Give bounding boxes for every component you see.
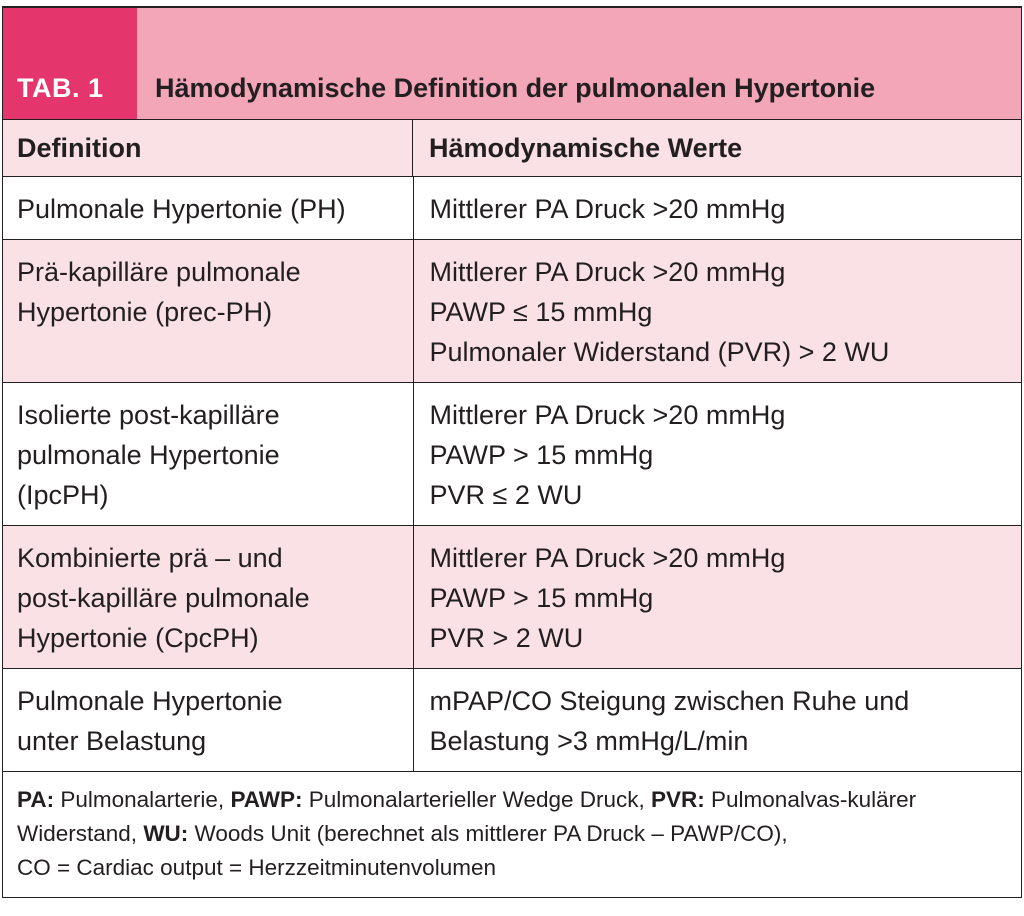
- definition-line: post-kapilläre pulmonale: [17, 583, 310, 613]
- value-line: mPAP/CO Steigung zwischen Ruhe und: [429, 686, 910, 716]
- value-line: PAWP > 15 mmHg: [429, 583, 654, 613]
- definition-line: Hypertonie (prec-PH): [17, 297, 273, 327]
- values-cell: [413, 383, 1021, 526]
- header-definition: Definition: [3, 120, 413, 176]
- table-row: [3, 383, 1021, 526]
- values-cell: [413, 669, 1021, 772]
- value-line: PVR ≤ 2 WU: [429, 480, 583, 510]
- table-title: Hämodynamische Definition der pulmonalen Hypertonie: [155, 73, 876, 103]
- value-line: Belastung >3 mmHg/L/min: [429, 726, 749, 756]
- definition-line: (IpcPH): [17, 480, 109, 510]
- value-line: PAWP > 15 mmHg: [429, 440, 654, 470]
- footnote-pa-text: Pulmonalarterie,: [54, 787, 231, 812]
- table-footnote: [3, 772, 1021, 898]
- value-line: Mittlerer PA Druck >20 mmHg: [429, 194, 786, 224]
- table-row: [3, 526, 1021, 669]
- value-line: PAWP ≤ 15 mmHg: [429, 297, 653, 327]
- footnote-co-text: CO = Cardiac output = Herzzeitminutenvolumen: [17, 855, 496, 880]
- definition-line: Kombinierte prä – und: [17, 543, 283, 573]
- value-line: PVR > 2 WU: [429, 623, 584, 653]
- value-line: Mittlerer PA Druck >20 mmHg: [429, 400, 786, 430]
- table-frame: [2, 6, 1022, 898]
- footnote-pa-abbr: PA:: [17, 787, 55, 812]
- table-header-row: [3, 119, 1021, 177]
- definition-cell: [3, 240, 413, 383]
- definition-line: pulmonale Hypertonie: [17, 440, 280, 470]
- table-number-label: TAB. 1: [3, 8, 137, 119]
- table-row: [3, 177, 1021, 240]
- footnote-wu-abbr: WU:: [143, 821, 189, 846]
- definition-line: Prä-kapilläre pulmonale: [17, 257, 301, 287]
- definition-cell: [3, 383, 413, 526]
- table-title-bar: [3, 8, 1021, 119]
- definition-line: Pulmonale Hypertonie (PH): [17, 194, 346, 224]
- footnote-pawp-text: Pulmonalarterieller Wedge Druck,: [302, 787, 652, 812]
- definition-cell: [3, 177, 413, 240]
- definition-line: Hypertonie (CpcPH): [17, 623, 259, 653]
- value-line: Pulmonaler Widerstand (PVR) > 2 WU: [429, 337, 890, 367]
- table-row: [3, 669, 1021, 772]
- footnote-pvr-abbr: PVR:: [651, 787, 705, 812]
- definition-line: Isolierte post-kapilläre: [17, 400, 280, 430]
- definition-cell: [3, 526, 413, 669]
- value-line: Mittlerer PA Druck >20 mmHg: [429, 543, 786, 573]
- values-cell: [413, 526, 1021, 669]
- definitions-table: [3, 177, 1021, 772]
- header-values: Hämodynamische Werte: [429, 132, 743, 163]
- value-line: Mittlerer PA Druck >20 mmHg: [429, 257, 786, 287]
- footnote-pvr-text: Pulmonalvas-kulärer Widerstand,: [17, 787, 917, 846]
- definition-cell: [3, 669, 413, 772]
- definition-line: unter Belastung: [17, 726, 207, 756]
- values-cell: [413, 240, 1021, 383]
- footnote-pawp-abbr: PAWP:: [230, 787, 303, 812]
- table-row: [3, 240, 1021, 383]
- definition-line: Pulmonale Hypertonie: [17, 686, 283, 716]
- values-cell: [413, 177, 1021, 240]
- footnote-wu-text: Woods Unit (berechnet als mittlerer PA Druck – PAWP/CO),: [188, 821, 788, 846]
